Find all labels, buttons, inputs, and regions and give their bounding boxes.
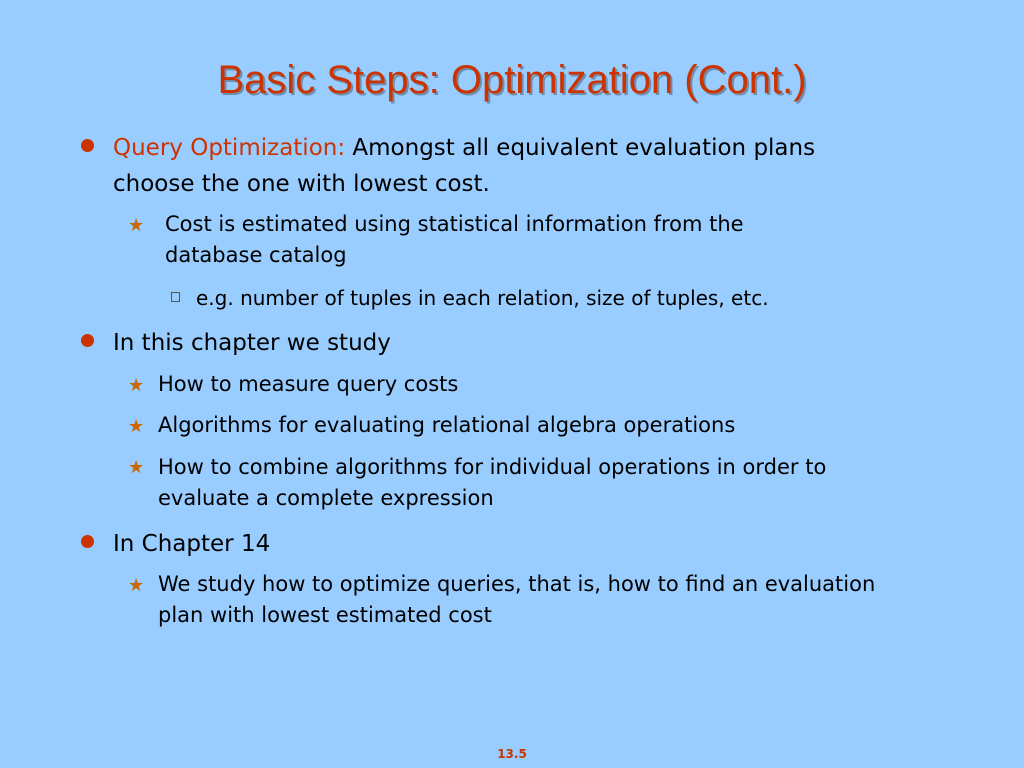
star-icon: ★ bbox=[128, 457, 145, 478]
highlight-separator: : bbox=[337, 135, 346, 161]
bullet-query-optimization bbox=[113, 130, 815, 202]
sub-item: Algorithms for evaluating relational algebra operations bbox=[158, 413, 736, 437]
sub-item: Cost is estimated using statistical information from the database catalog bbox=[165, 212, 744, 267]
sub-item: How to measure query costs bbox=[158, 372, 459, 396]
star-icon: ★ bbox=[128, 575, 145, 596]
sub-item: How to combine algorithms for individual operations in order to evaluate a complete expression bbox=[158, 455, 827, 510]
highlight-term: Query Optimization bbox=[113, 135, 338, 161]
slide-title: Basic Steps: Optimization (Cont.) bbox=[217, 58, 807, 102]
bullet-this-chapter: In this chapter we study bbox=[113, 330, 391, 356]
sub-item: We study how to optimize queries, that is, how to find an evaluation plan with lowest estimated cost bbox=[158, 572, 876, 627]
bullet-text-line2: choose the one with lowest cost. bbox=[113, 171, 490, 197]
circle-bullet-icon bbox=[81, 139, 94, 152]
star-icon: ★ bbox=[128, 375, 145, 396]
page-number: 13.5 bbox=[497, 747, 527, 761]
star-icon: ★ bbox=[128, 416, 145, 437]
star-icon: ★ bbox=[128, 215, 145, 236]
bullet-text: Amongst all equivalent evaluation plans bbox=[345, 135, 816, 161]
bullet-chapter-14: In Chapter 14 bbox=[113, 531, 271, 557]
square-bullet-icon bbox=[171, 292, 180, 302]
circle-bullet-icon bbox=[81, 334, 94, 347]
circle-bullet-icon bbox=[81, 535, 94, 548]
sub-sub-item: e.g. number of tuples in each relation, size of tuples, etc. bbox=[196, 286, 769, 310]
